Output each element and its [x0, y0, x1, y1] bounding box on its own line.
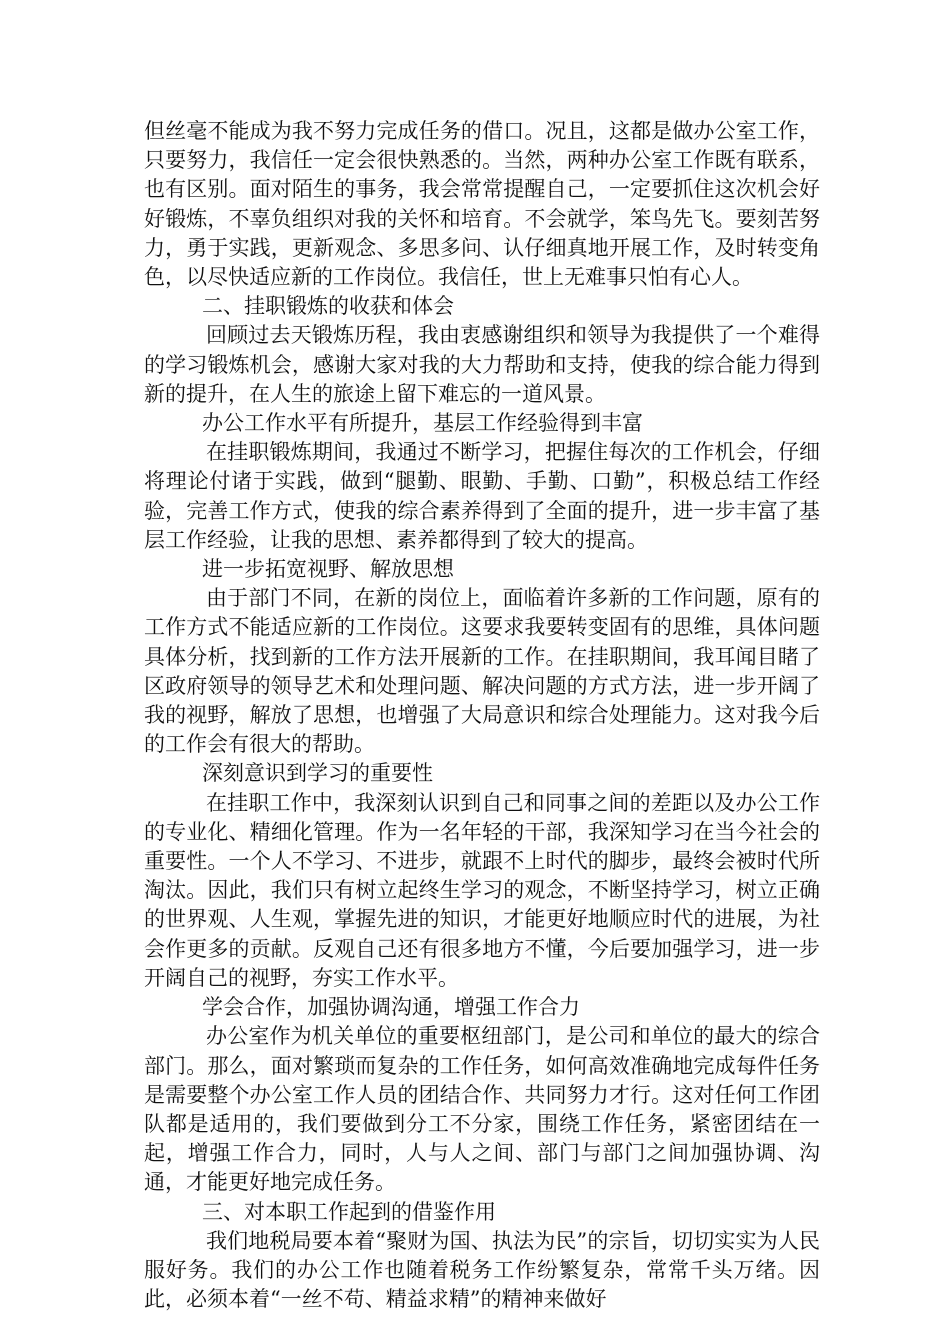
paragraph-cooperation: 办公室作为机关单位的重要枢纽部门，是公司和单位的最大的综合部门。那么，面对繁琐而复杂的工作任务，如何高效准确地完成每件任务是需要整个办公室工作人员的团结合作、共同努力才行。这对任何工作团队都是适用的，我们要做到分工不分家，围绕工作任务，紧密团结在一起，增强工作合力，同时，人与人之间、部门与部门之间加强协调、沟通，才能更好地完成任务。 — [144, 1024, 820, 1195]
paragraph-learning: 在挂职工作中，我深刻认识到自己和同事之间的差距以及办公工作的专业化、精细化管理。作为一名年轻的干部，我深知学习在当今社会的重要性。一个人不学习、不进步，就跟不上时代的脚步，最终会被时代所淘汰。因此，我们只有树立起终生学习的观念，不断坚持学习，树立正确的世界观、人生观，掌握先进的知识，才能更好地顺应时代的进展，为社会作更多的贡献。反观自己还有很多地方不懂，今后要加强学习，进一步开阔自己的视野，夯实工作水平。 — [144, 790, 820, 990]
section-heading-gains: 二、挂职锻炼的收获和体会 — [202, 294, 454, 319]
subheading-office-work: 办公工作水平有所提升，基层工作经验得到丰富 — [202, 411, 643, 436]
subheading-learning: 深刻意识到学习的重要性 — [202, 761, 433, 786]
section-heading-reference: 三、对本职工作起到的借鉴作用 — [202, 1199, 496, 1224]
paragraph-broaden-vision: 由于部门不同，在新的岗位上，面临着许多新的工作问题，原有的工作方式不能适应新的工作岗位。这要求我要转变固有的思维，具体问题具体分析，找到新的工作方法开展新的工作。在挂职期间，我耳闻目睹了区政府领导的领导艺术和处理问题、解决问题的方式方法，进一步开阔了我的视野，解放了思想，也增强了大局意识和综合处理能力。这对我今后的工作会有很大的帮助。 — [144, 586, 820, 757]
paragraph-office-work: 在挂职锻炼期间，我通过不断学习，把握住每次的工作机会，仔细将理论付诸于实践，做到“腿勤、眼勤、手勤、口勤”，积极总结工作经验，完善工作方式，使我的综合素养得到了全面的提升，进一步丰富了基层工作经验，让我的思想、素养都得到了较大的提高。 — [144, 440, 820, 552]
subheading-broaden-vision: 进一步拓宽视野、解放思想 — [202, 557, 454, 582]
paragraph-continuation: 但丝毫不能成为我不努力完成任务的借口。况且，这都是做办公室工作，只要努力，我信任一定会很快熟悉的。当然，两种办公室工作既有联系，也有区别。面对陌生的事务，我会常常提醒自己，一定要抓住这次机会好好锻炼，不辜负组织对我的关怀和培育。不会就学，笨鸟先飞。要刻苦努力，勇于实践，更新观念、多思多问、认仔细真地开展工作，及时转变角色，以尽快适应新的工作岗位。我信任，世上无难事只怕有心人。 — [144, 119, 820, 290]
document-body — [144, 117, 820, 1314]
paragraph-review: 回顾过去天锻炼历程，我由衷感谢组织和领导为我提供了一个难得的学习锻炼机会，感谢大家对我的大力帮助和支持，使我的综合能力得到新的提升，在人生的旅途上留下难忘的一道风景。 — [144, 323, 820, 406]
subheading-cooperation: 学会合作，加强协调沟通，增强工作合力 — [202, 995, 580, 1020]
paragraph-reference: 我们地税局要本着“聚财为国、执法为民”的宗旨，切切实实为人民服好务。我们的办公工作也随着税务工作纷繁复杂，常常千头万绪。因此，必须本着“一丝不苟、精益求精”的精神来做好 — [144, 1228, 820, 1312]
